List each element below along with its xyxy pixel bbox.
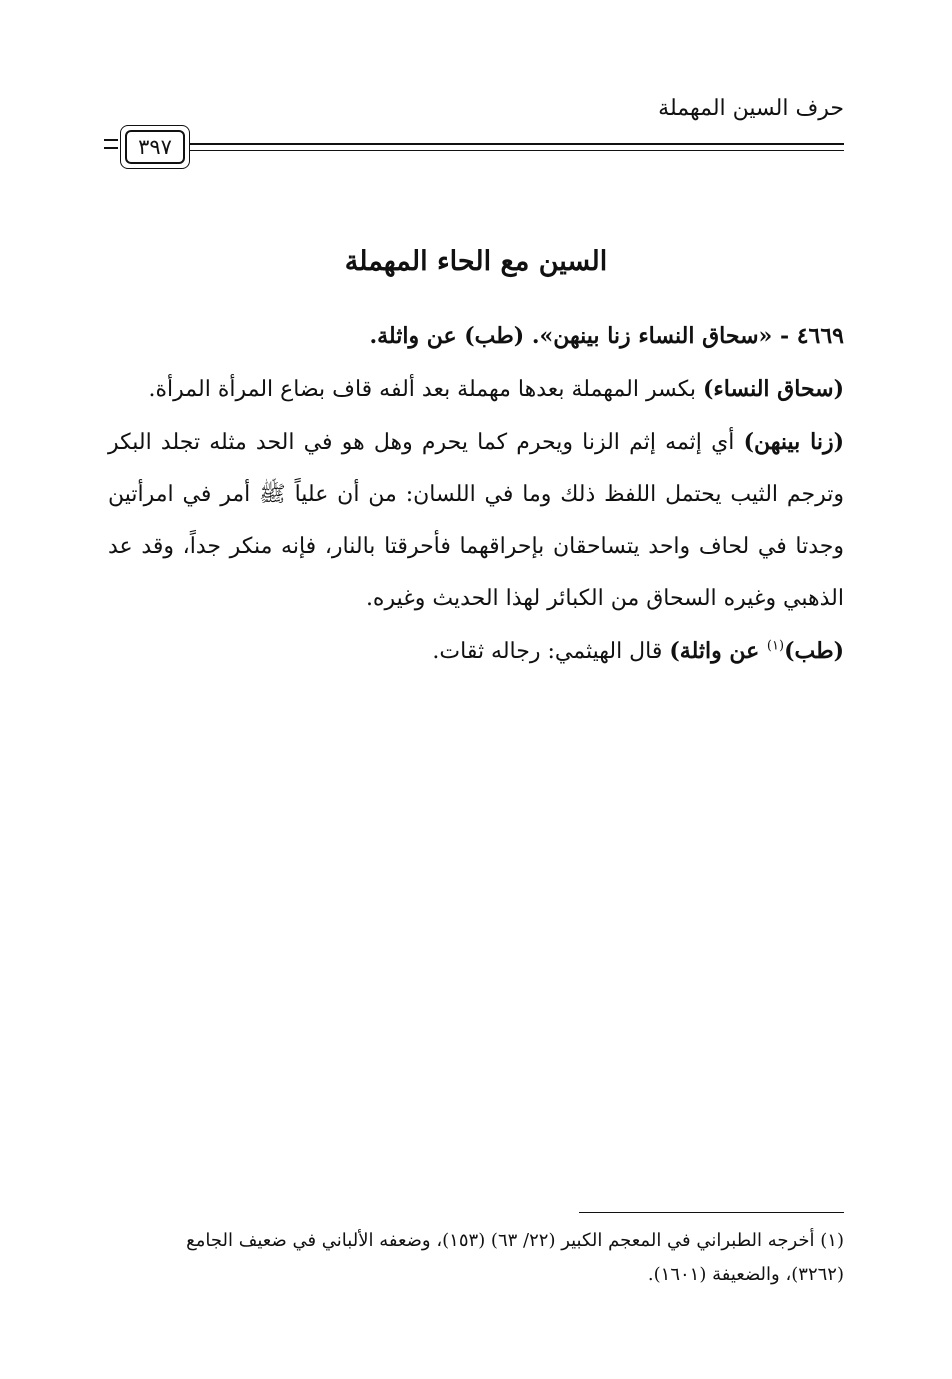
commentary-text-1: بكسر المهملة بعدها مهملة بعد ألفه قاف بضاع المرأة المرأة.	[148, 377, 703, 402]
footnote-ref[interactable]: (١)	[766, 638, 785, 654]
commentary-term-1: (سحاق النساء)	[702, 376, 844, 402]
footnote-rule	[579, 1212, 844, 1213]
footnote-line-1: (١) أخرجه الطبراني في المعجم الكبير (٢٢/ ٦٣) (١٥٣)، وضعفه الألباني في ضعيف الجامع	[186, 1230, 844, 1251]
header-rule-thin	[190, 150, 844, 151]
footnote-line-2: (٣٢٦٢)، والضعيفة (١٦٠١).	[647, 1264, 844, 1285]
commentary-text-3: قال الهيثمي: رجاله ثقات.	[432, 639, 670, 664]
header-ornament	[104, 139, 118, 149]
running-title: حرف السين المهملة	[658, 96, 844, 121]
header-rule-thick	[190, 143, 844, 145]
commentary-paragraph-2	[108, 416, 844, 625]
commentary-term-3: (طب)	[784, 638, 844, 664]
main-text	[108, 310, 844, 678]
commentary-text-2: أي إثمه إثم الزنا ويحرم كما يحرم وهل هو في الحد مثله تجلد البكر وترجم الثيب يحتمل اللفظ ذلك وما في اللسان: من أن علياً ﷺ أمر في امرأتين وجدتا في لحاف واحد يتساحقان بإحراقهما فأحرقتا بالنار، فإنه منكر جداً، وقد عد الذهبي وغيره السحاق من الكبائر لهذا الحديث وغيره.	[108, 430, 844, 611]
hadith-entry	[108, 310, 844, 363]
page-number: ٣٩٧	[125, 130, 185, 164]
commentary-paragraph-1	[108, 363, 844, 416]
hadith-source: . (طب) عن واثلة.	[369, 323, 540, 349]
hadith-text: «سحاق النساء زنا بينهن»	[539, 323, 773, 349]
commentary-paragraph-3	[108, 625, 844, 678]
entry-number: ٤٦٦٩ -	[772, 323, 844, 349]
section-title: السين مع الحاء المهملة	[344, 246, 608, 277]
commentary-term-3b: عن واثلة)	[669, 638, 767, 664]
commentary-term-2: (زنا بينهن)	[743, 429, 845, 455]
footnote	[108, 1224, 844, 1292]
